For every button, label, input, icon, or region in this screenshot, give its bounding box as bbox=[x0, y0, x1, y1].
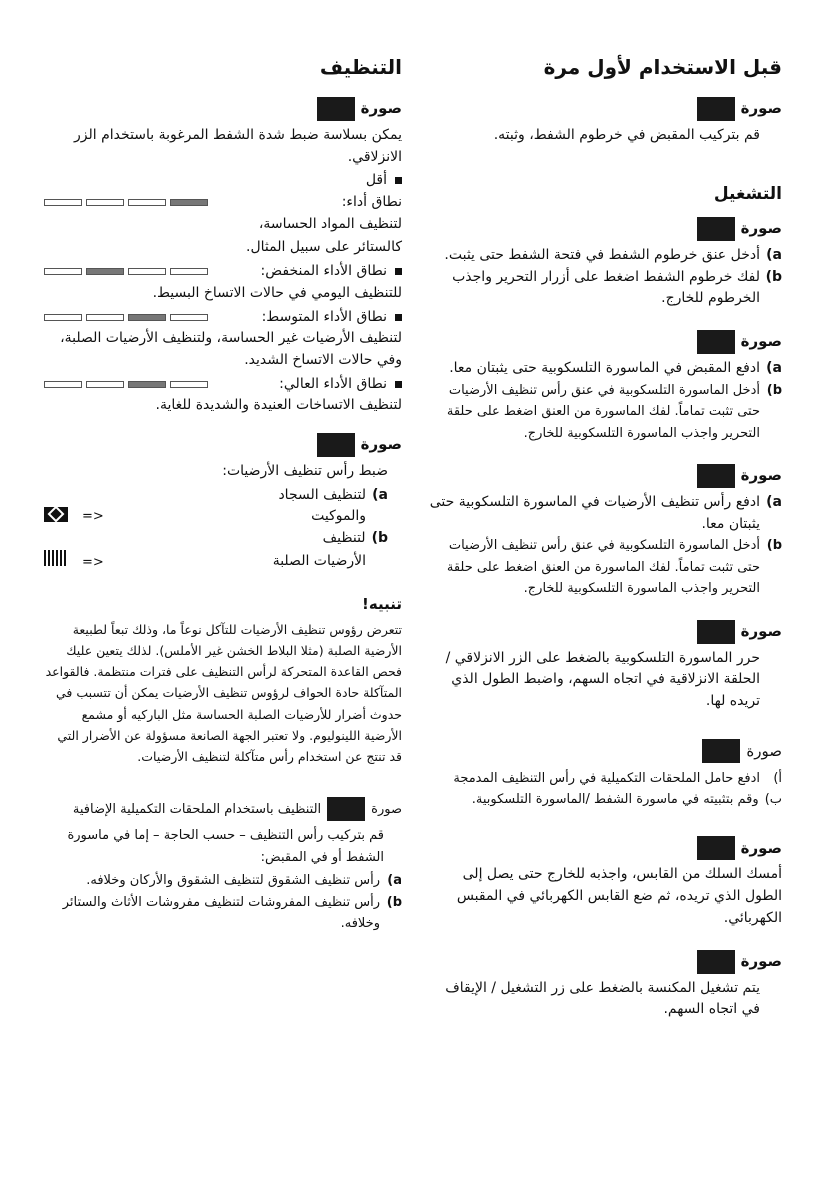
list-item: b) أدخل الماسورة التلسكوبية في عنق رأس تنظيف الأرضيات حتى تثبت تماماً. لفك الماسورة من العنق اضغط على حلقة التحرير واجذب الماسورة التلسكوبية للخارج. bbox=[446, 382, 782, 441]
figure-label: صورة التنظيف باستخدام الملحقات التكميلية الإضافية bbox=[44, 797, 402, 821]
figure-number-box bbox=[697, 97, 735, 121]
figure-number-box bbox=[317, 433, 355, 457]
first-use-title: قبل الاستخدام لأول مرة bbox=[543, 55, 782, 79]
step-text: حرر الماسورة التلسكوبية بالضغط على الزر الانزلاقي / الحلقة الانزلاقية في اتجاه السهم، واضبط الطول الذي تريده لها. bbox=[445, 649, 760, 710]
list-item: أقل bbox=[44, 170, 402, 192]
figure-number-box bbox=[702, 739, 740, 763]
figure-label: صورة bbox=[424, 950, 782, 974]
power-range-row: نطاق أداء: bbox=[44, 192, 402, 214]
figure-number-box bbox=[697, 217, 735, 241]
warning-text: تتعرض رؤوس تنظيف الأرضيات للتآكل نوعاً ما، وذلك تبعاً لطبيعة الأرضية الصلبة (مثلا البلاط الخشن غير الأملس). لذلك يتعين عليك فحص القاعدة المتحركة لرأس التنظيف على فترات منتظمة. فالقواعد المتآكلة حادة الحواف لرؤوس تنظيف الأرضيات يمكن أن تتسبب في حدوث أضرار للأرضيات الصلبة الحساسة مثل الباركيه أو مشمع الأرضية اللينوليوم. ولا تعتبر الجهة الصانعة مسؤولة عن الأضرار التي قد تنتج عن استخدام رأس متآكلة لتنظيف الأرضيات. bbox=[45, 621, 402, 765]
cleaning-title: التنظيف bbox=[319, 55, 402, 79]
step-text: قم بتركيب المقبض في خرطوم الشفط، وثبته. bbox=[493, 127, 760, 143]
intro-text: يمكن بسلاسة ضبط شدة الشفط المرغوبة باستخدام الزر الانزلاقي. bbox=[74, 127, 402, 165]
figure-label: صورة bbox=[424, 97, 782, 121]
warning-title: تنبيه! bbox=[362, 595, 402, 614]
list-item: أ) ادفع حامل الملحقات التكميلية في رأس التنظيف المدمجة bbox=[453, 770, 782, 786]
bullet bbox=[395, 177, 402, 184]
accessory-intro: قم بتركيب رأس التنظيف – حسب الحاجة – إما في ماسورة الشفط أو في المقبض: bbox=[67, 828, 384, 865]
left-column bbox=[44, 52, 402, 955]
range-desc: لتنظيف المواد الحساسة، bbox=[258, 215, 402, 232]
power-level-indicator bbox=[44, 381, 208, 388]
list-item: b) رأس تنظيف المفروشات لتنظيف مفروشات الأثاث والستائر وخلافه. bbox=[62, 894, 402, 932]
list-item: a) أدخل عنق خرطوم الشفط في فتحة الشفط حتى يثبت. bbox=[444, 247, 782, 264]
list-item: a) ادفع المقبض في الماسورة التلسكوبية حتى يثبتان معا. bbox=[449, 360, 782, 377]
list-item: b) لتنظيف bbox=[322, 530, 388, 546]
carpet-mode-icon bbox=[44, 507, 68, 522]
power-level-indicator bbox=[44, 268, 208, 275]
figure-number-box bbox=[327, 797, 365, 821]
power-level-indicator bbox=[44, 314, 208, 321]
power-level-indicator bbox=[44, 199, 208, 206]
range-desc: كالستائر على سبيل المثال. bbox=[246, 239, 402, 256]
list-item: b) أدخل الماسورة التلسكوبية في عنق رأس تنظيف الأرضيات حتى تثبت تماماً. لفك الماسورة من العنق اضغط على حلقة التحرير واجذب الماسورة التلسكوبية للخارج. bbox=[446, 538, 782, 597]
figure-number-box bbox=[697, 620, 735, 644]
figure-label: صورة bbox=[44, 433, 402, 457]
hard-floor-mode-row: الأرضيات الصلبة <= bbox=[44, 550, 402, 574]
hard-floor-mode-icon bbox=[44, 550, 68, 566]
figure-number-box bbox=[697, 836, 735, 860]
power-range-row: نطاق الأداء العالي: bbox=[44, 374, 402, 396]
range-desc: للتنظيف اليومي في حالات الاتساخ البسيط. bbox=[152, 284, 402, 301]
list-item: a) لتنظيف السجاد bbox=[278, 486, 388, 503]
range-desc: لتنظيف الاتساخات العنيدة والشديدة للغاية. bbox=[155, 397, 402, 414]
figure-label: صورة bbox=[424, 836, 782, 860]
figure-label: صورة bbox=[424, 330, 782, 354]
list-item: a) ادفع رأس تنظيف الأرضيات في الماسورة التلسكوبية حتى يثبتان معا. bbox=[429, 494, 782, 532]
list-item: b) لفك خرطوم الشفط اضغط على أزرار التحرير واجذب الخرطوم للخارج. bbox=[452, 268, 782, 307]
operation-title: التشغيل bbox=[713, 183, 782, 204]
list-item: ب) وقم بتثبيته في ماسورة الشفط /الماسورة التلسكوبية. bbox=[471, 792, 782, 808]
list-item: a) رأس تنظيف الشقوق لتنظيف الشقوق والأركان وخلافه. bbox=[86, 873, 402, 889]
figure-number-box bbox=[697, 950, 735, 974]
right-column bbox=[424, 52, 782, 1041]
figure-label: صورة bbox=[424, 464, 782, 488]
figure-label: صورة bbox=[424, 620, 782, 644]
figure-label: صورة bbox=[424, 739, 782, 764]
power-range-row: نطاق الأداء المتوسط: bbox=[44, 307, 402, 329]
figure-number-box bbox=[697, 464, 735, 488]
figure-number-box bbox=[317, 97, 355, 121]
figure-label: صورة bbox=[44, 97, 402, 121]
power-range-row: نطاق الأداء المنخفض: bbox=[44, 261, 402, 283]
range-desc: لتنظيف الأرضيات غير الحساسة، ولتنظيف الأرضيات الصلبة، وفي حالات الاتساخ الشديد. bbox=[60, 330, 402, 368]
figure-label: صورة bbox=[424, 217, 782, 241]
step-text: يتم تشغيل المكنسة بالضغط على زر التشغيل / الإيقاف في اتجاه السهم. bbox=[445, 979, 760, 1018]
figure-number-box bbox=[697, 330, 735, 354]
floor-head-intro: ضبط رأس تنظيف الأرضيات: bbox=[222, 462, 388, 479]
step-text: أمسك السلك من القابس، واجذبه للخارج حتى يصل إلى الطول الذي تريده، ثم ضع القابس الكهربائي في المقبس الكهربائي. bbox=[456, 866, 782, 926]
carpet-mode-row: والموكيت <= bbox=[44, 506, 402, 528]
